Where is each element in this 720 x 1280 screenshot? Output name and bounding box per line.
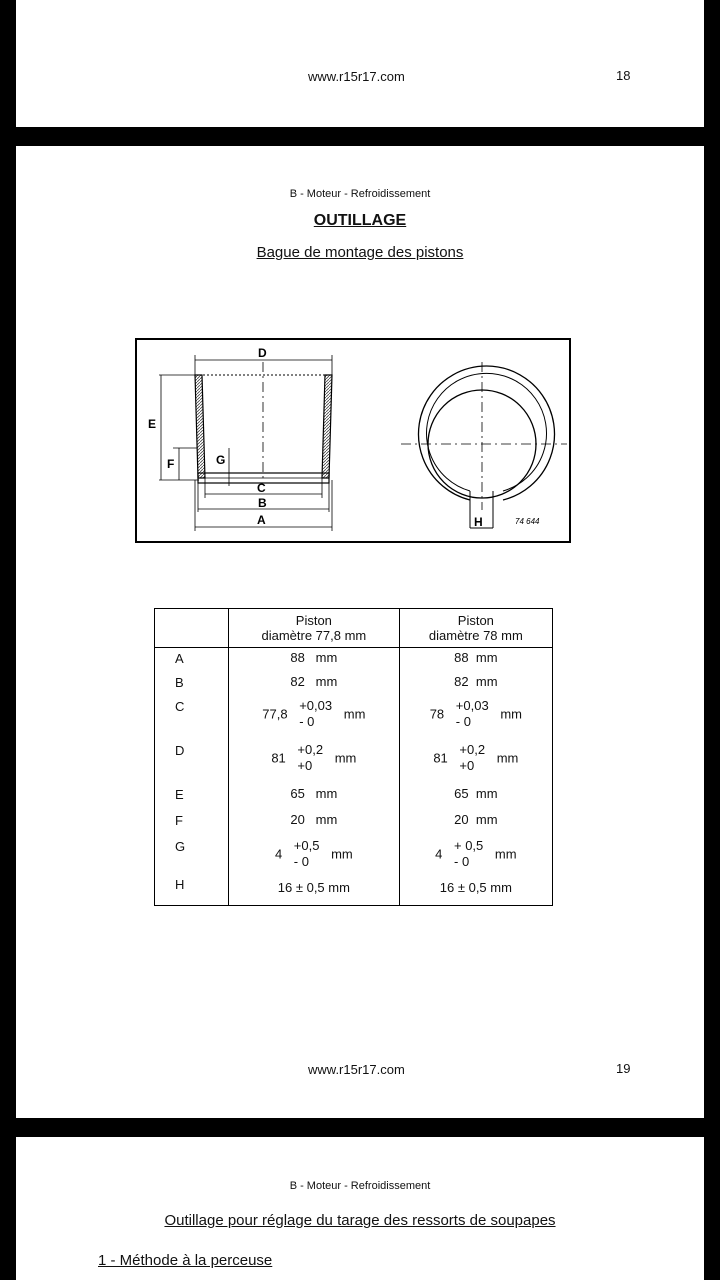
row-label: C	[155, 696, 229, 740]
page-url[interactable]: www.r15r17.com	[308, 1062, 405, 1077]
section-heading: 1 - Méthode à la perceuse	[98, 1252, 273, 1269]
dimensions-table	[154, 608, 553, 906]
row-label: F	[155, 810, 229, 836]
piston-ring-diagram	[135, 338, 571, 543]
table-row	[155, 874, 553, 906]
label-b: B	[258, 496, 267, 510]
cell-value: 81 +0,2 +0 mm	[229, 740, 400, 784]
diagram-svg	[137, 340, 569, 541]
page-number: 19	[616, 1061, 631, 1076]
page-18	[16, 0, 704, 127]
cell-value: 81 +0,2 +0 mm	[399, 740, 552, 784]
header-piston-77-8	[229, 609, 400, 648]
cell-value: 4 +0,5 - 0 mm	[229, 836, 400, 874]
cell-value: 82 mm	[229, 672, 400, 696]
cell-value: 20 mm	[399, 810, 552, 836]
label-f: F	[167, 457, 175, 471]
page-url[interactable]: www.r15r17.com	[308, 69, 405, 84]
cell-value: 82 mm	[399, 672, 552, 696]
right-wall	[322, 375, 332, 478]
cell-value: 65 mm	[229, 784, 400, 810]
cell-value: 16 ± 0,5 mm	[229, 874, 400, 906]
label-c: C	[257, 481, 266, 495]
ring-middle	[427, 373, 547, 491]
table-row	[155, 784, 553, 810]
row-label: D	[155, 740, 229, 784]
row-label: E	[155, 784, 229, 810]
table-row	[155, 810, 553, 836]
cell-value: 16 ± 0,5 mm	[399, 874, 552, 906]
header-line1: Piston	[457, 613, 494, 628]
header-line2: diamètre 78 mm	[428, 628, 523, 643]
table-row	[155, 836, 553, 874]
label-h: H	[474, 515, 483, 529]
table-row	[155, 648, 553, 672]
section-header: B - Moteur - Refroidissement	[289, 188, 431, 200]
table-row	[155, 696, 553, 740]
row-label: G	[155, 836, 229, 874]
cell-value: 88 mm	[229, 648, 400, 672]
header-line2: diamètre 77,8 mm	[261, 628, 367, 643]
page-19	[16, 146, 704, 1118]
row-label: A	[155, 648, 229, 672]
cell-value: 88 mm	[399, 648, 552, 672]
row-label: H	[155, 874, 229, 906]
page-subtitle: Bague de montage des pistons	[256, 244, 464, 261]
cell-value: 78 +0,03 - 0 mm	[399, 696, 552, 740]
ring-outer	[419, 366, 555, 500]
header-line1: Piston	[295, 613, 332, 628]
cell-value: 4 + 0,5 - 0 mm	[399, 836, 552, 874]
header-piston-78	[399, 609, 552, 648]
cell-value: 77,8 +0,03 - 0 mm	[229, 696, 400, 740]
table-row	[155, 672, 553, 696]
page-20	[16, 1137, 704, 1280]
page-number: 18	[616, 68, 631, 83]
label-d: D	[258, 346, 267, 360]
label-e: E	[148, 417, 157, 431]
row-label: B	[155, 672, 229, 696]
cell-value: 65 mm	[399, 784, 552, 810]
label-g: G	[216, 453, 226, 467]
section-header: B - Moteur - Refroidissement	[289, 1180, 431, 1192]
figure-ref: 74 644	[515, 517, 540, 526]
cell-value: 20 mm	[229, 810, 400, 836]
header-empty	[155, 609, 229, 648]
left-wall	[195, 375, 205, 478]
label-a: A	[257, 513, 266, 527]
page-title: Outillage pour réglage du tarage des ressorts de soupapes	[164, 1212, 556, 1229]
page-title: OUTILLAGE	[313, 212, 407, 229]
table-row	[155, 740, 553, 784]
